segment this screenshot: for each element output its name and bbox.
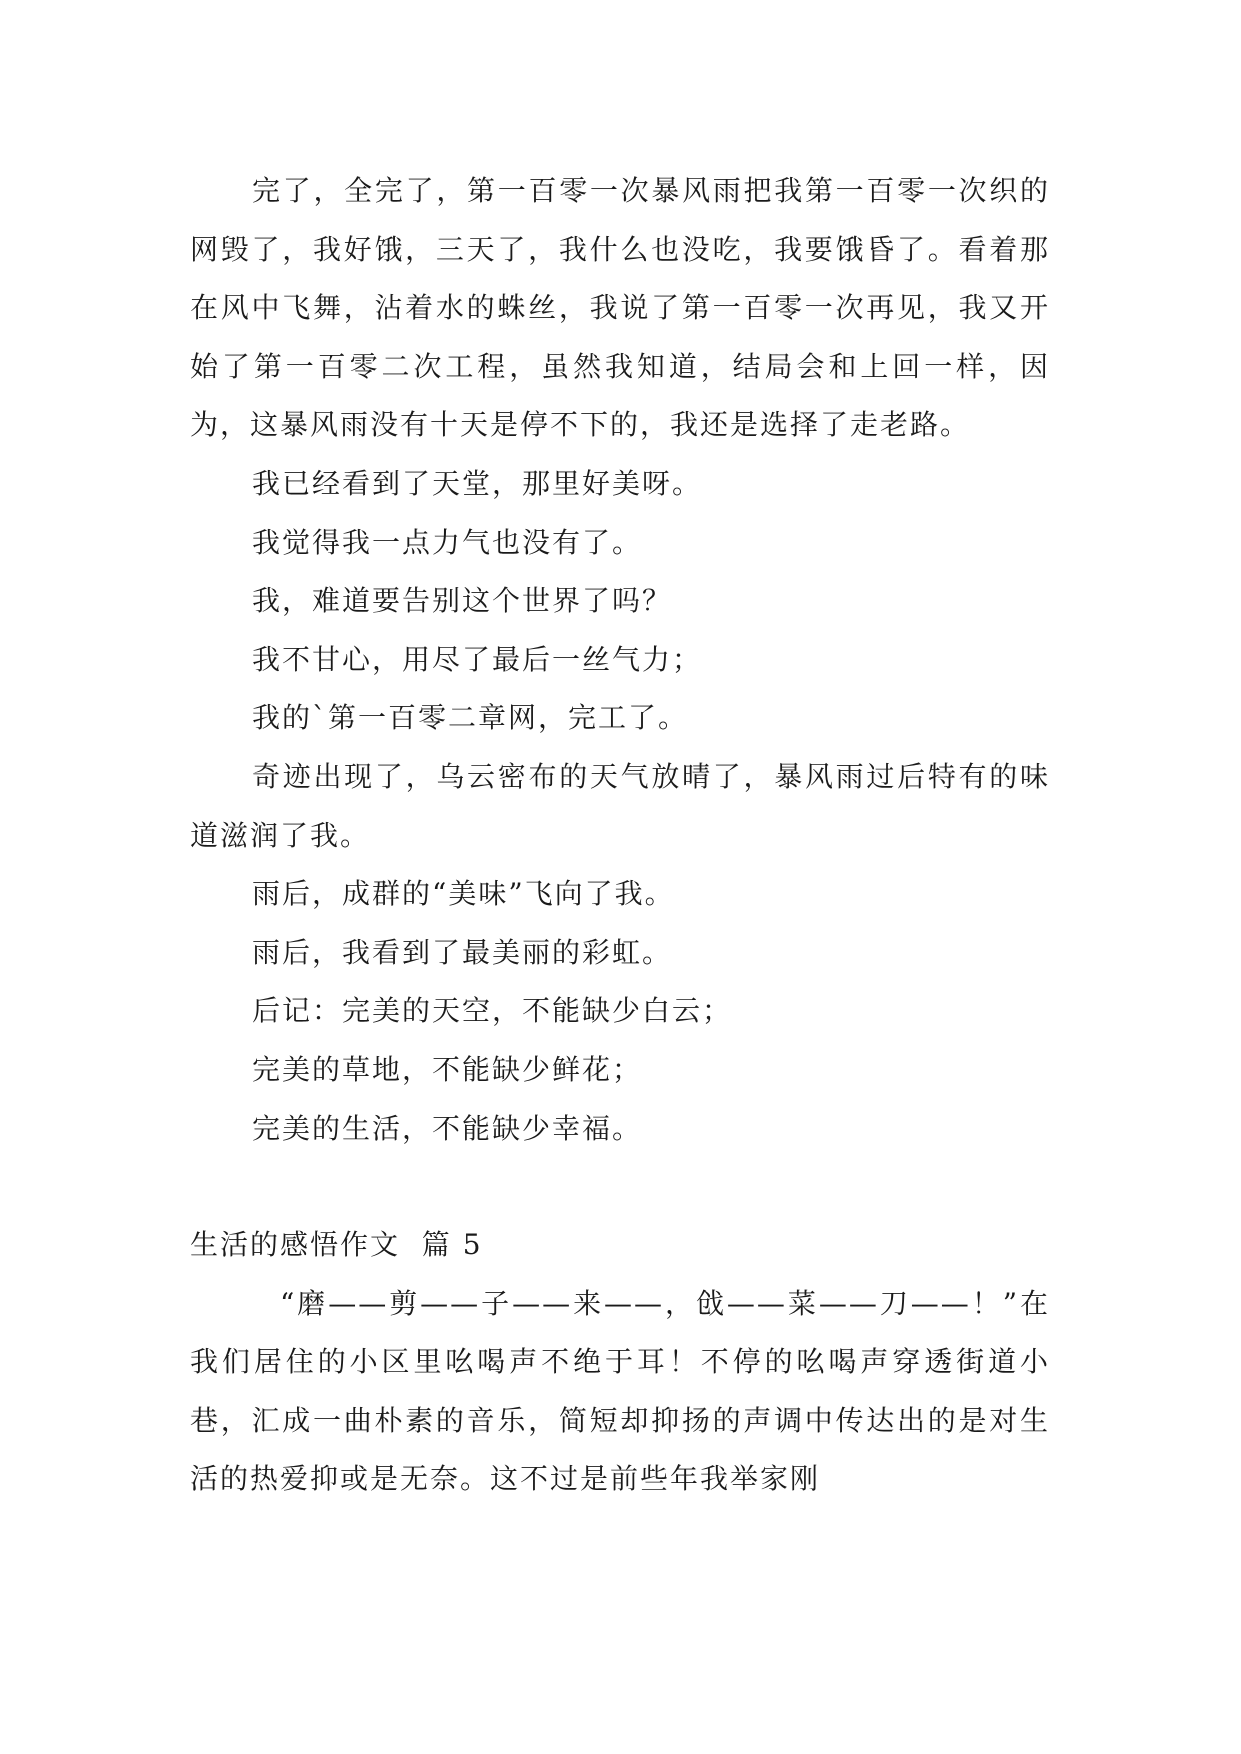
paragraph: 我的`第一百零二章网，完工了。: [252, 701, 689, 735]
paragraph: 完了，全完了，第一百零一次暴风雨把我第一百零一次织的网毁了，我好饿，三天了，我什么也没吃，我要饿昏了。看着那在风中飞舞，沾着水的蛛丝，我说了第一百零一次再见，我又开始了第一百零二次工程，虽然我知道，结局会和上回一样，因为，这暴风雨没有十天是停不下的，我还是选择了走老路。: [190, 174, 1050, 442]
paragraph: 完美的生活，不能缺少幸福。: [252, 1111, 643, 1145]
document-page: [190, 162, 1050, 1509]
paragraph: 后记：完美的天空，不能缺少白云；: [252, 994, 733, 1028]
paragraph: 我，难道要告别这个世界了吗？: [252, 584, 673, 618]
paragraph: 我不甘心，用尽了最后一丝气力；: [252, 642, 703, 676]
paragraph: 我觉得我一点力气也没有了。: [252, 525, 643, 559]
paragraph: 雨后，成群的“美味”飞向了我。: [252, 877, 675, 911]
paragraph: 完美的草地，不能缺少鲜花；: [252, 1052, 643, 1086]
paragraph: 我已经看到了天堂，那里好美呀。: [252, 466, 703, 500]
section-heading: 生活的感悟作文 篇 5: [190, 1228, 483, 1262]
paragraph: 奇迹出现了，乌云密布的天气放晴了，暴风雨过后特有的味道滋润了我。: [190, 759, 1050, 852]
paragraph: “磨——剪——子——来——，戗——菜——刀——！”在我们居住的小区里吆喝声不绝于耳！不停的吆喝声穿透街道小巷，汇成一曲朴素的音乐，简短却抑扬的声调中传达出的是对生活的热爱抑或是无奈。这不过是前些年我举家刚: [190, 1286, 1050, 1496]
paragraph: 雨后，我看到了最美丽的彩虹。: [252, 935, 673, 969]
